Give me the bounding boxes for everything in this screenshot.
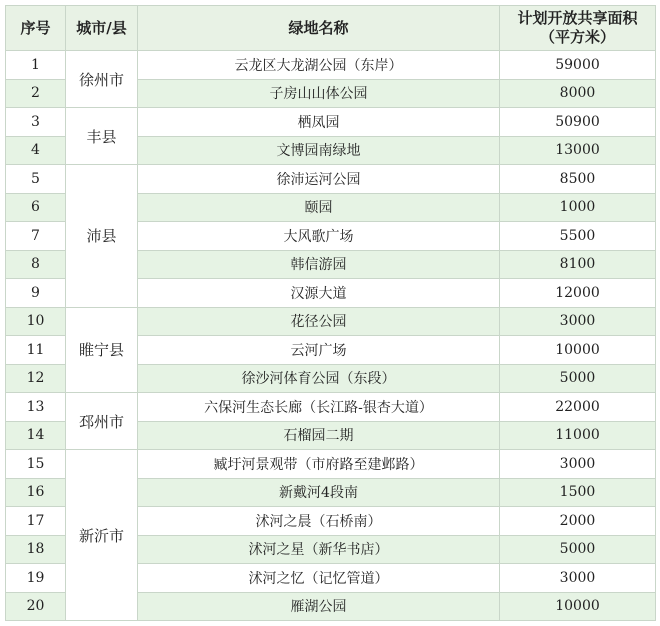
cell-green-space-name: 雁湖公园 [138, 592, 500, 621]
cell-index: 3 [6, 108, 66, 137]
cell-area: 3000 [500, 564, 656, 593]
header-name: 绿地名称 [138, 6, 500, 51]
cell-area: 12000 [500, 279, 656, 308]
cell-city: 徐州市 [66, 51, 138, 108]
cell-index: 9 [6, 279, 66, 308]
cell-green-space-name: 花径公园 [138, 307, 500, 336]
cell-city: 丰县 [66, 108, 138, 165]
table-header-row [6, 6, 656, 51]
cell-index: 7 [6, 222, 66, 251]
header-area-line2: （平方米） [539, 28, 615, 46]
cell-index: 17 [6, 507, 66, 536]
cell-area: 11000 [500, 421, 656, 450]
header-area [500, 6, 656, 51]
cell-index: 10 [6, 307, 66, 336]
table-row [6, 165, 656, 194]
cell-index: 15 [6, 450, 66, 479]
cell-green-space-name: 臧圩河景观带（市府路至建邺路） [138, 450, 500, 479]
cell-index: 20 [6, 592, 66, 621]
table-row [6, 307, 656, 336]
cell-green-space-name: 沭河之晨（石桥南） [138, 507, 500, 536]
cell-green-space-name: 大风歌广场 [138, 222, 500, 251]
cell-city: 新沂市 [66, 450, 138, 621]
cell-green-space-name: 徐沛运河公园 [138, 165, 500, 194]
cell-green-space-name: 云河广场 [138, 336, 500, 365]
cell-index: 16 [6, 478, 66, 507]
cell-area: 5500 [500, 222, 656, 251]
table-row [6, 108, 656, 137]
header-city: 城市/县 [66, 6, 138, 51]
cell-area: 2000 [500, 507, 656, 536]
cell-area: 1500 [500, 478, 656, 507]
cell-area: 8100 [500, 250, 656, 279]
table-row [6, 450, 656, 479]
cell-index: 8 [6, 250, 66, 279]
cell-green-space-name: 新戴河4段南 [138, 478, 500, 507]
cell-index: 1 [6, 51, 66, 80]
cell-index: 4 [6, 136, 66, 165]
cell-area: 8000 [500, 79, 656, 108]
cell-area: 5000 [500, 535, 656, 564]
cell-city: 邳州市 [66, 393, 138, 450]
cell-green-space-name: 六保河生态长廊（长江路-银杏大道） [138, 393, 500, 422]
cell-green-space-name: 汉源大道 [138, 279, 500, 308]
cell-city: 睢宁县 [66, 307, 138, 393]
cell-index: 11 [6, 336, 66, 365]
cell-green-space-name: 子房山山体公园 [138, 79, 500, 108]
cell-green-space-name: 沭河之忆（记忆管道） [138, 564, 500, 593]
cell-area: 5000 [500, 364, 656, 393]
cell-index: 6 [6, 193, 66, 222]
cell-green-space-name: 石榴园二期 [138, 421, 500, 450]
cell-index: 19 [6, 564, 66, 593]
cell-area: 10000 [500, 336, 656, 365]
cell-area: 22000 [500, 393, 656, 422]
cell-area: 8500 [500, 165, 656, 194]
cell-index: 18 [6, 535, 66, 564]
cell-area: 3000 [500, 307, 656, 336]
cell-area: 50900 [500, 108, 656, 137]
cell-area: 59000 [500, 51, 656, 80]
cell-index: 12 [6, 364, 66, 393]
cell-index: 14 [6, 421, 66, 450]
cell-index: 13 [6, 393, 66, 422]
green-space-table [5, 5, 656, 621]
header-area-line1: 计划开放共享面积 [517, 9, 638, 27]
cell-green-space-name: 栖凤园 [138, 108, 500, 137]
cell-green-space-name: 徐沙河体育公园（东段） [138, 364, 500, 393]
cell-area: 10000 [500, 592, 656, 621]
cell-area: 13000 [500, 136, 656, 165]
cell-index: 5 [6, 165, 66, 194]
header-index: 序号 [6, 6, 66, 51]
cell-city: 沛县 [66, 165, 138, 308]
table-row [6, 393, 656, 422]
cell-green-space-name: 云龙区大龙湖公园（东岸） [138, 51, 500, 80]
cell-area: 1000 [500, 193, 656, 222]
cell-green-space-name: 韩信游园 [138, 250, 500, 279]
table-body [6, 51, 656, 621]
cell-index: 2 [6, 79, 66, 108]
cell-area: 3000 [500, 450, 656, 479]
cell-green-space-name: 沭河之星（新华书店） [138, 535, 500, 564]
green-space-table-container [5, 5, 655, 621]
cell-green-space-name: 颐园 [138, 193, 500, 222]
cell-green-space-name: 文博园南绿地 [138, 136, 500, 165]
table-row [6, 51, 656, 80]
